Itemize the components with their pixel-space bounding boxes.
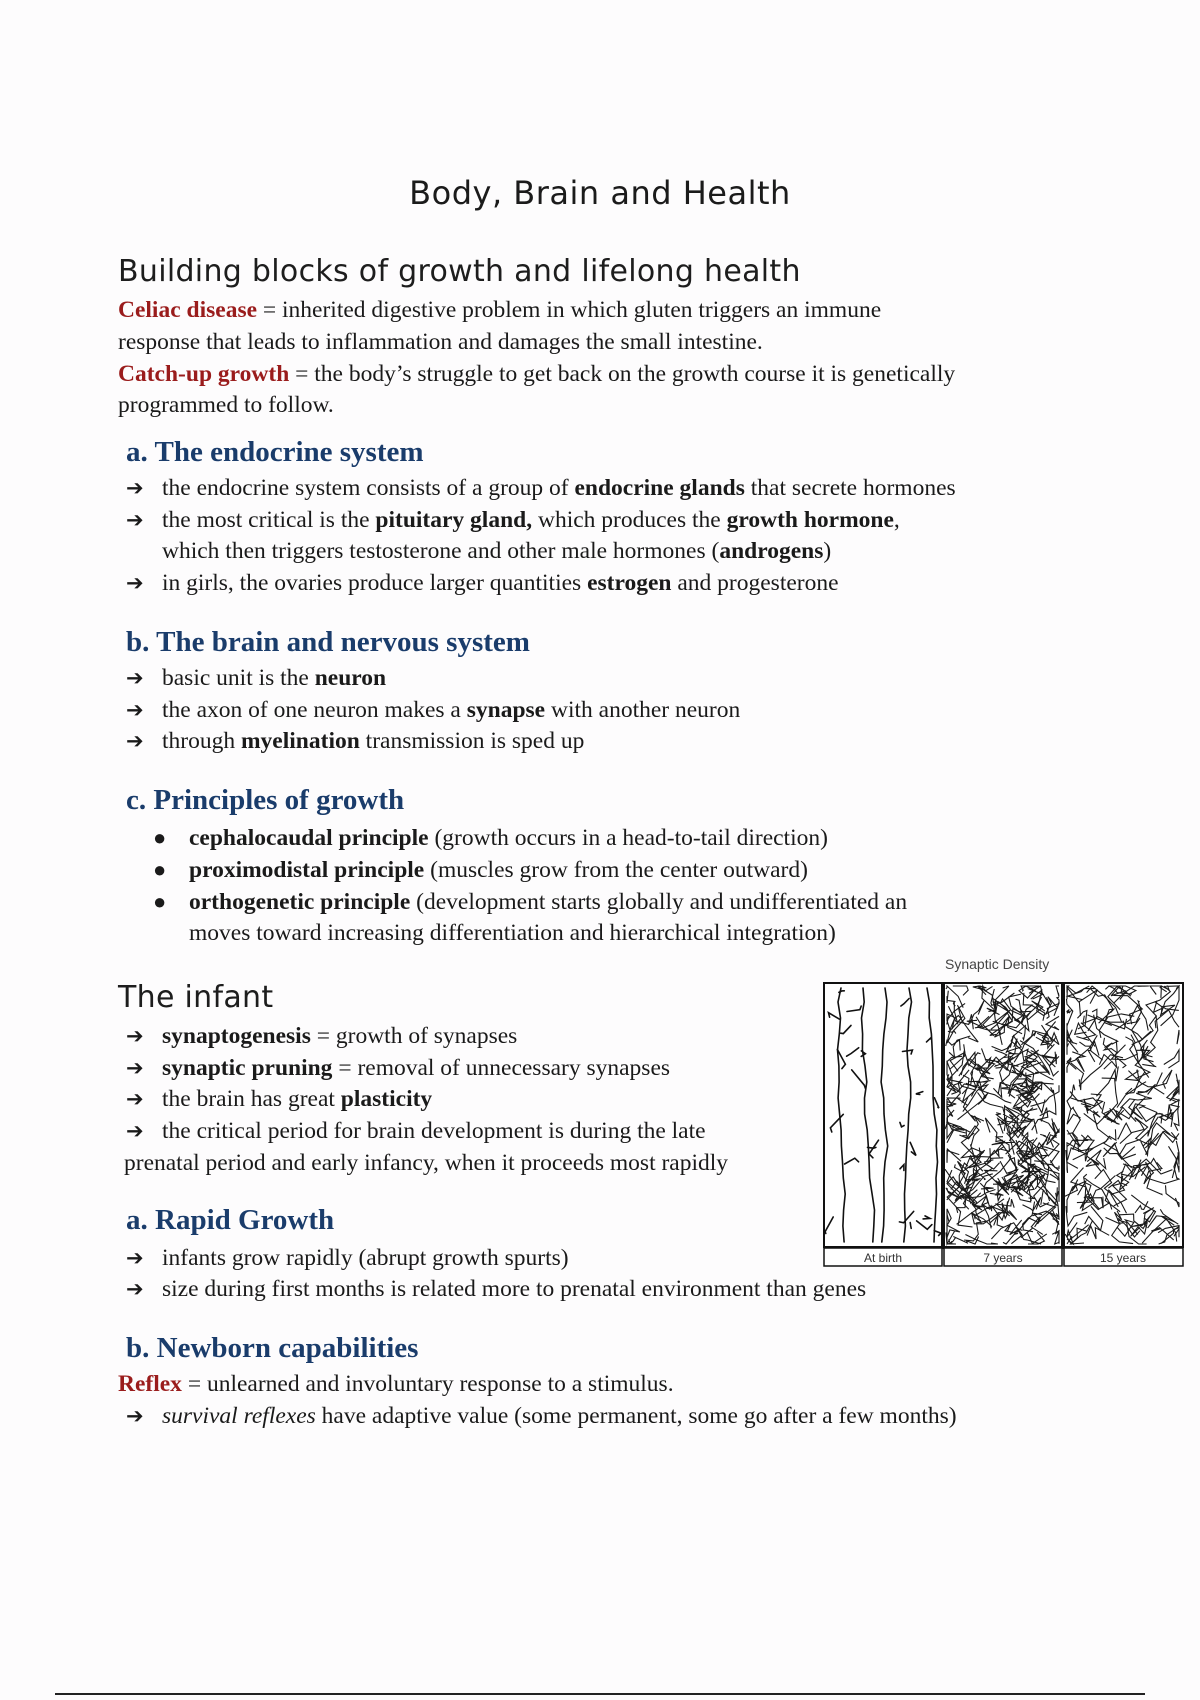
list-item: ➔ the endocrine system consists of a group of endocrine glands that secrete hormones	[126, 472, 956, 504]
celiac-definition-cont: response that leads to inflammation and damages the small intestine.	[118, 329, 763, 355]
arrow-icon: ➔	[126, 1056, 144, 1080]
arrow-icon: ➔	[126, 1277, 144, 1301]
neuron-branch	[868, 1147, 876, 1148]
bullet-icon: ●	[153, 857, 167, 882]
subheading-endocrine: a. The endocrine system	[126, 436, 424, 468]
list-item-cont: prenatal period and early infancy, when it proceeds most rapidly	[124, 1150, 729, 1176]
list-item-cont: moves toward increasing differentiation and hierarchical integration)	[189, 920, 836, 946]
list-item: ➔ infants grow rapidly (abrupt growth spurts)	[126, 1242, 569, 1274]
list-item-cont: which then triggers testosterone and other male hormones (androgens)	[162, 538, 832, 564]
arrow-icon: ➔	[126, 698, 144, 722]
arrow-icon: ➔	[126, 571, 144, 595]
celiac-definition	[118, 294, 881, 326]
list-item: ➔ synaptogenesis = growth of synapses	[126, 1020, 517, 1052]
subheading-brain: b. The brain and nervous system	[126, 626, 530, 658]
list-item: ➔ basic unit is the neuron	[126, 662, 386, 694]
bullet-icon: ●	[153, 889, 167, 914]
list-item: ● cephalocaudal principle (growth occurs in a head-to-tail direction)	[153, 822, 828, 854]
figure-label-15-years: 15 years	[1099, 1251, 1147, 1265]
footer-divider	[55, 1693, 1145, 1695]
arrow-icon: ➔	[126, 1087, 144, 1111]
arrow-icon: ➔	[126, 476, 144, 500]
arrow-icon: ➔	[126, 729, 144, 753]
arrow-icon: ➔	[126, 666, 144, 690]
list-item: ➔ the brain has great plasticity	[126, 1083, 432, 1115]
arrow-icon: ➔	[126, 1246, 144, 1270]
figure-title: Synaptic Density	[945, 956, 1050, 972]
section-heading-infant: The infant	[118, 980, 274, 1015]
list-item: ➔ the axon of one neuron makes a synapse with another neuron	[126, 694, 740, 726]
synaptic-density-illustration	[823, 962, 1185, 1268]
list-item: ➔ through myelination transmission is sped up	[126, 725, 584, 757]
list-item: ➔ synaptic pruning = removal of unnecessary synapses	[126, 1052, 670, 1084]
neuron-branch	[910, 1223, 911, 1229]
list-item: ➔ in girls, the ovaries produce larger quantities estrogen and progesterone	[126, 567, 839, 599]
list-item: ● orthogenetic principle (development starts globally and undifferentiated an	[153, 886, 907, 918]
subheading-newborn: b. Newborn capabilities	[126, 1332, 419, 1364]
list-item: ➔ the critical period for brain development is during the late	[126, 1115, 706, 1147]
arrow-icon: ➔	[126, 1404, 144, 1428]
reflex-definition: Reflex = unlearned and involuntary response to a stimulus.	[118, 1371, 674, 1397]
celiac-term: Celiac disease	[118, 297, 258, 323]
figure-label-birth: At birth	[863, 1251, 903, 1265]
bullet-icon: ●	[153, 825, 167, 850]
arrow-icon: ➔	[126, 1119, 144, 1143]
page-title: Body, Brain and Health	[409, 174, 791, 212]
catchup-definition-cont: programmed to follow.	[118, 392, 334, 418]
reflex-term: Reflex	[118, 1371, 182, 1397]
list-item: ➔ survival reflexes have adaptive value (some permanent, some go after a few months)	[126, 1400, 957, 1432]
list-item: ➔ size during first months is related more to prenatal environment than genes	[126, 1273, 866, 1305]
arrow-icon: ➔	[126, 1024, 144, 1048]
list-item: ● proximodistal principle (muscles grow from the center outward)	[153, 854, 808, 886]
synaptic-density-figure	[823, 962, 1185, 1273]
catchup-definition	[118, 358, 955, 390]
subheading-principles: c. Principles of growth	[126, 784, 405, 816]
figure-label-7-years: 7 years	[983, 1251, 1023, 1265]
section-heading-building-blocks: Building blocks of growth and lifelong health	[118, 254, 801, 289]
subheading-rapid-growth: a. Rapid Growth	[126, 1204, 335, 1236]
arrow-icon: ➔	[126, 508, 144, 532]
list-item: ➔ the most critical is the pituitary gland, which produces the growth hormone,	[126, 504, 900, 536]
celiac-def-text: = inherited digestive problem in which gluten triggers an immune	[257, 297, 882, 323]
catchup-def-text: = the body’s struggle to get back on the growth course it is genetically	[289, 361, 956, 387]
catchup-term: Catch-up growth	[118, 361, 290, 387]
